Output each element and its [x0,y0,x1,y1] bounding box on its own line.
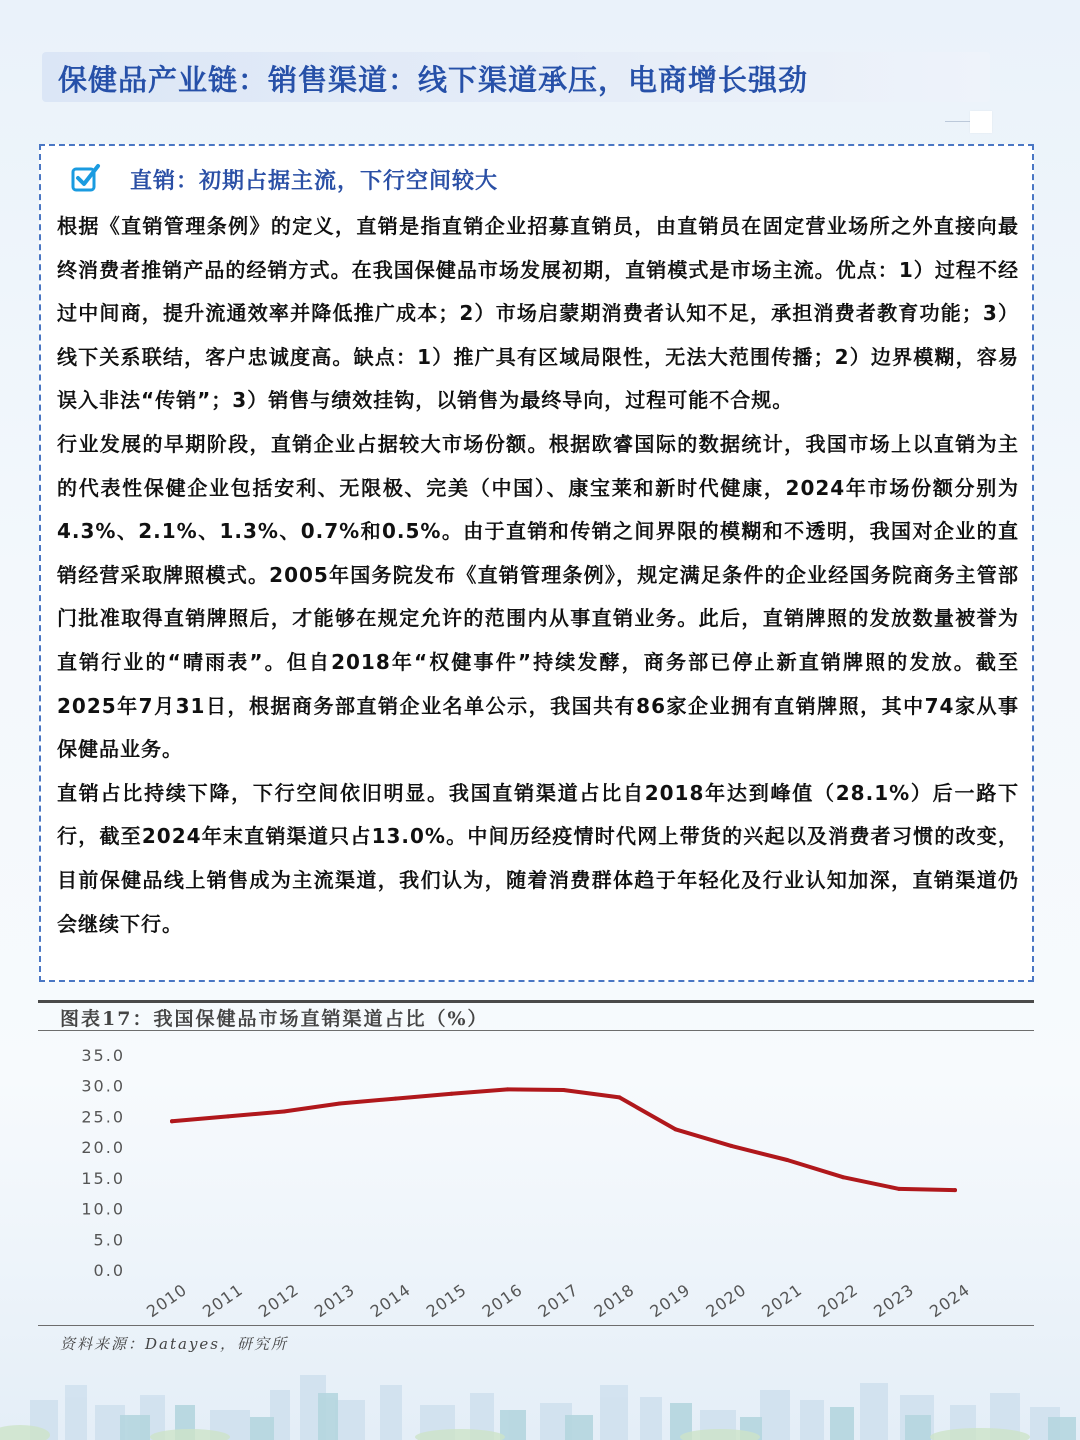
paragraph-3: 直销占比持续下降，下行空间依旧明显。我国直销渠道占比自2018年达到峰值（28.1%）后一路下行，截至2024年末直销渠道只占13.0%。中间历经疫情时代网上带货的兴起以及消费者习惯的改变，目前保健品线上销售成为主流渠道，我们认为，随着消费群体趋于年轻化及行业认知加深，直销渠道仍会继续下行。 [57,780,1019,936]
x-tick-label: 2014 [366,1279,415,1322]
data-point [785,1158,789,1162]
data-point [617,1095,621,1099]
y-tick-label: 10.0 [81,1199,125,1219]
chart-top-rule [38,1000,1034,1003]
paragraph-2: 行业发展的早期阶段，直销企业占据较大市场份额。根据欧睿国际的数据统计，我国市场上以直销为主的代表性保健企业包括安利、无限极、完美（中国）、康宝莱和新时代健康，2024年市场份额分别为4.3%、2.1%、1.3%、0.7%和0.5%。由于直销和传销之间界限的模糊和不透明，我国对企业的直销经营采取牌照模式。2005年国务院发布《直销管理条例》，规定满足条件的企业经国务院商务主管部门批准取得直销牌照后，才能够在规定允许的范围内从事直销业务。此后，直销牌照的发放数量被誉为直销行业的“晴雨表”。但自2018年“权健事件”持续发酵，商务部已停止新直销牌照的发放。截至2025年7月31日，根据商务部直销企业名单公示，我国共有86家企业拥有直销牌照，其中74家从事保健品业务。 [57,431,1019,762]
y-tick-label: 15.0 [81,1168,125,1188]
x-tick-label: 2017 [534,1279,583,1322]
data-point [562,1088,566,1092]
data-point [226,1114,230,1118]
series-line [172,1089,955,1190]
data-point [450,1092,454,1096]
x-tick-label: 2018 [590,1279,639,1322]
section-subheading: 直销：初期占据主流，下行空间较大 [130,169,499,194]
title-divider [945,121,970,122]
page-title: 保健品产业链：销售渠道：线下渠道承压，电商增长强劲 [58,63,809,97]
data-point [394,1097,398,1101]
data-point [897,1187,901,1191]
title-bar [42,52,990,102]
y-tick-label: 0.0 [93,1261,125,1280]
y-tick-label: 20.0 [81,1138,125,1158]
data-point [506,1087,510,1091]
y-tick-label: 25.0 [81,1107,125,1127]
data-point [282,1110,286,1114]
line-chart [0,1035,1080,1325]
data-point [673,1127,677,1131]
x-tick-label: 2015 [422,1279,471,1322]
x-tick-label: 2021 [758,1279,806,1322]
x-tick-label: 2024 [926,1279,974,1322]
city-skyline-illustration [0,1355,1080,1440]
title-square-decoration [970,111,992,133]
x-tick-label: 2020 [702,1279,750,1322]
data-point [170,1119,174,1123]
source-note: 资料来源：Datayes，研究所 [60,1335,288,1353]
data-point [338,1102,342,1106]
x-tick-label: 2011 [199,1279,247,1322]
x-tick-label: 2012 [254,1279,303,1322]
x-tick-label: 2019 [646,1279,694,1322]
data-point [841,1175,845,1179]
body-text [57,205,1019,946]
paragraph-1: 根据《直销管理条例》的定义，直销是指直销企业招募直销员，由直销员在固定营业场所之外直接向最终消费者推销产品的经销方式。在我国保健品市场发展初期，直销模式是市场主流。优点：1）过程不经过中间商，提升流通效率并降低推广成本；2）市场启蒙期消费者认知不足，承担消费者教育功能；3）线下关系联结，客户忠诚度高。缺点：1）推广具有区域局限性，无法大范围传播；2）边界模糊，容易误入非法“传销”；3）销售与绩效挂钩，以销售为最终导向，过程可能不合规。 [57,214,1019,413]
x-tick-label: 2013 [310,1279,359,1322]
chart-bottom-rule [38,1325,1034,1326]
y-tick-label: 5.0 [93,1230,125,1250]
x-tick-label: 2023 [870,1279,918,1322]
checkbox-icon [70,162,102,194]
y-tick-label: 35.0 [81,1046,125,1065]
x-tick-label: 2010 [143,1279,191,1322]
chart-title: 图表17：我国保健品市场直销渠道占比（%） [60,1008,489,1030]
chart-title-rule [38,1030,1034,1031]
y-tick-label: 30.0 [81,1076,125,1096]
x-tick-label: 2016 [478,1279,527,1322]
x-tick-label: 2022 [814,1279,862,1322]
data-point [953,1188,957,1192]
data-point [729,1144,733,1148]
